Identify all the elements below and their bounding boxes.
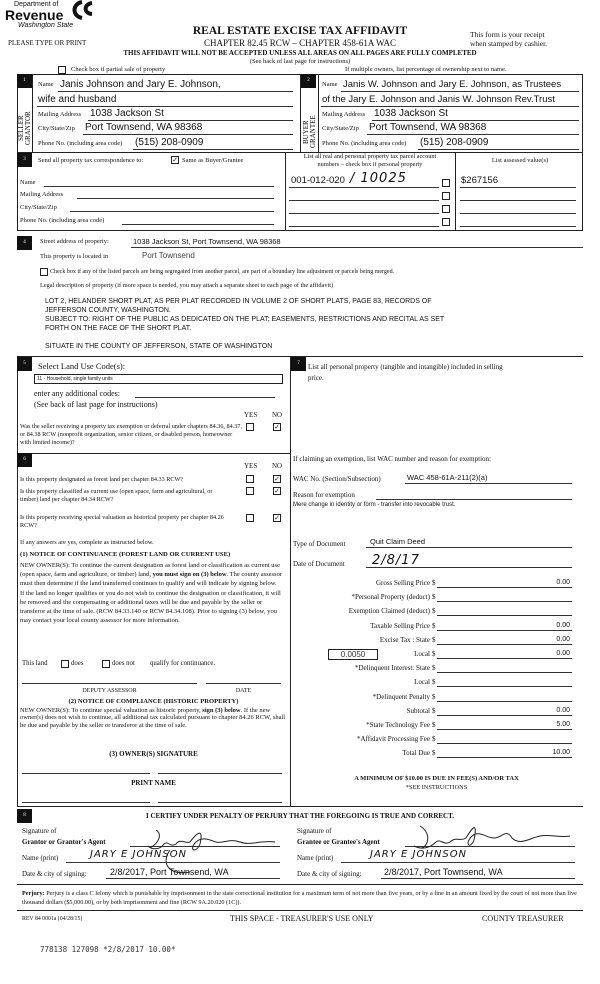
- personal-property-checkbox[interactable]: [442, 179, 450, 187]
- buyer-name-field[interactable]: Janis W. Johnson and Jary E. Johnson, as Trustees: [343, 79, 562, 90]
- fee-label: Gross Selling Price: [375, 579, 430, 587]
- located-in-field[interactable]: Port Townsend: [142, 251, 195, 260]
- buyer-city-field[interactable]: Port Townsend, WA 98368: [369, 122, 487, 133]
- document-type-field[interactable]: Quit Claim Deed: [370, 537, 426, 546]
- warning-line: THIS AFFIDAVIT WILL NOT BE ACCEPTED UNLESS ALL AREAS ON ALL PAGES ARE FULLY COMPLETED: [123, 49, 477, 57]
- local-rate-box: 0.0050: [328, 649, 378, 660]
- fee-label: *State Technology Fee: [366, 721, 430, 729]
- fee-value-field[interactable]: 0.00: [556, 635, 570, 643]
- qualifies-does-not-checkbox[interactable]: [102, 660, 110, 668]
- fee-label: Taxable Selling Price: [370, 621, 430, 630]
- parcel-handwritten-note: / 10025: [350, 171, 407, 186]
- buyer-phone-field[interactable]: (515) 208-0909: [420, 137, 489, 148]
- currency-sign: $: [432, 706, 436, 715]
- notice-continuance-text: NEW OWNER(S): To continue the current designation as forest land or classification as current use (open space, farm and agriculture, or timber) land, you must sign on (3) below. The county assessor must then determine if the land transferred continues to qualify and will indicate by signing below. If the land no longer qualifies or you do not wish to continue the designation or classification, it will be removed and the compensating or additional taxes will be due and payable by the seller or transferor at the time of sale. (RCW 84.33.140 or RCW 84.34.108). Prior to signing (3) below, you may contact your local county assessor for more information.: [20, 562, 282, 625]
- personal-property-checkbox[interactable]: [442, 192, 450, 200]
- currency-sign: $: [432, 735, 436, 744]
- current-use-yes-checkbox[interactable]: [246, 487, 254, 495]
- segregated-checkbox[interactable]: [40, 268, 48, 276]
- fee-value-field[interactable]: 0.00: [556, 579, 570, 586]
- currency-sign: $: [432, 664, 436, 673]
- seller-name-field[interactable]: Janis Johnson and Jary E. Johnson,: [60, 79, 221, 90]
- document-date-field[interactable]: 2/8/17: [372, 553, 420, 568]
- fee-value-field[interactable]: 10.00: [552, 749, 570, 757]
- perjury-notice: Perjury: Perjury is a class C felony which is punishable by imprisonment in the state correctional institution for a maximum term of not more than five years, or by a fine in an amount fixed by the court of not more than five thousand dollars ($5,000.00), or by both imprisonment and fine (RCW 9A.20.020 (1C)).: [22, 890, 577, 906]
- historic-no-checkbox[interactable]: ✓: [274, 514, 280, 522]
- grantee-print-name[interactable]: JARY E JOHNSON: [370, 849, 468, 860]
- seller-name-line2[interactable]: wife and husband: [38, 94, 117, 105]
- assessed-value-field[interactable]: $267156: [461, 175, 498, 186]
- grantor-print-name[interactable]: JARY E JOHNSON: [90, 849, 188, 860]
- please-type: PLEASE TYPE OR PRINT: [8, 39, 87, 47]
- currency-sign: $: [432, 692, 436, 701]
- historic-yes-checkbox[interactable]: [246, 514, 254, 522]
- fee-label: *Delinquent Interest: State: [354, 664, 430, 673]
- treasurer-receipt-stamp: 778138 127098 *2/8/2017 10.00*: [40, 945, 176, 954]
- current-use-no-checkbox[interactable]: ✓: [274, 487, 280, 495]
- exemption-no-checkbox[interactable]: ✓: [274, 423, 280, 431]
- fee-value-field[interactable]: 0.00: [556, 706, 570, 714]
- buyer-name-line2[interactable]: of the Jary E. Johnson and Janis W. Johnson Rev.Trust: [322, 94, 555, 105]
- land-use-code-select[interactable]: 11 - Household, single family units: [34, 374, 283, 384]
- seller-mailing-field[interactable]: 1038 Jackson St: [90, 108, 164, 119]
- form-title: REAL ESTATE EXCISE TAX AFFIDAVIT: [192, 25, 408, 37]
- currency-sign: $: [432, 635, 436, 644]
- exemption-reason-field[interactable]: Mere change in identity or form - transfer into revocable trust.: [293, 502, 456, 508]
- currency-sign: $: [432, 593, 436, 602]
- partial-sale-checkbox[interactable]: [58, 66, 66, 74]
- fee-value-field[interactable]: 5.00: [556, 721, 570, 728]
- same-as-buyer-checkbox[interactable]: ✓: [172, 156, 178, 164]
- wac-number-field[interactable]: WAC 458-61A-211(2)(a): [407, 473, 488, 482]
- currency-sign: $: [432, 621, 436, 630]
- forest-yes-checkbox[interactable]: [246, 475, 254, 483]
- currency-sign: $: [432, 607, 436, 616]
- personal-property-checkbox[interactable]: [442, 205, 450, 213]
- currency-sign: $: [432, 749, 436, 758]
- seller-city-field[interactable]: Port Townsend, WA 98368: [85, 122, 203, 133]
- currency-sign: $: [432, 678, 436, 687]
- fee-label: *Personal Property (deduct): [351, 593, 430, 602]
- grantee-date-city[interactable]: 2/8/2017, Port Townsend, WA: [384, 867, 503, 877]
- street-address-field[interactable]: 1038 Jackson St, Port Townsend, WA 98368: [133, 237, 281, 246]
- forest-no-checkbox[interactable]: ✓: [274, 475, 280, 483]
- fee-value-field[interactable]: 0.00: [556, 650, 570, 657]
- buyer-mailing-field[interactable]: 1038 Jackson St: [374, 108, 448, 119]
- fee-label: *Affidavit Processing Fee: [357, 735, 430, 744]
- fee-label: Subtotal: [406, 706, 430, 715]
- fee-label: Total Due: [402, 749, 430, 758]
- qualifies-does-checkbox[interactable]: [61, 660, 69, 668]
- parcel-number-field[interactable]: 001-012-020: [291, 175, 345, 186]
- exemption-yes-checkbox[interactable]: [246, 423, 254, 431]
- fee-label: Local: [414, 650, 430, 658]
- fee-label: Local: [414, 678, 430, 687]
- notice-compliance-text: NEW OWNER(S): To continue special valuation as historic property, sign (3) below. If the new owner(s) does not wish to continue, all additional tax calculated pursuant to chapter 84.26 RCW, shall be due and payable by the seller or transferor at the time of sale.: [20, 707, 286, 729]
- fee-label: Excise Tax : State: [379, 635, 430, 644]
- currency-sign: $: [432, 721, 436, 729]
- currency-sign: $: [432, 579, 436, 587]
- seller-phone-field[interactable]: (515) 208-0909: [135, 137, 204, 148]
- currency-sign: $: [432, 650, 436, 658]
- fee-label: *Delinquent Penalty: [372, 692, 430, 701]
- chapter-line: CHAPTER 82.45 RCW – CHAPTER 458-61A WAC: [204, 38, 396, 48]
- fee-label: Exemption Claimed (deduct): [348, 607, 430, 616]
- grantor-date-city[interactable]: 2/8/2017, Port Townsend, WA: [110, 867, 229, 877]
- personal-property-checkbox[interactable]: [442, 218, 450, 226]
- fee-value-field[interactable]: 0.00: [556, 621, 570, 629]
- dor-logo-mark-icon: [68, 0, 100, 20]
